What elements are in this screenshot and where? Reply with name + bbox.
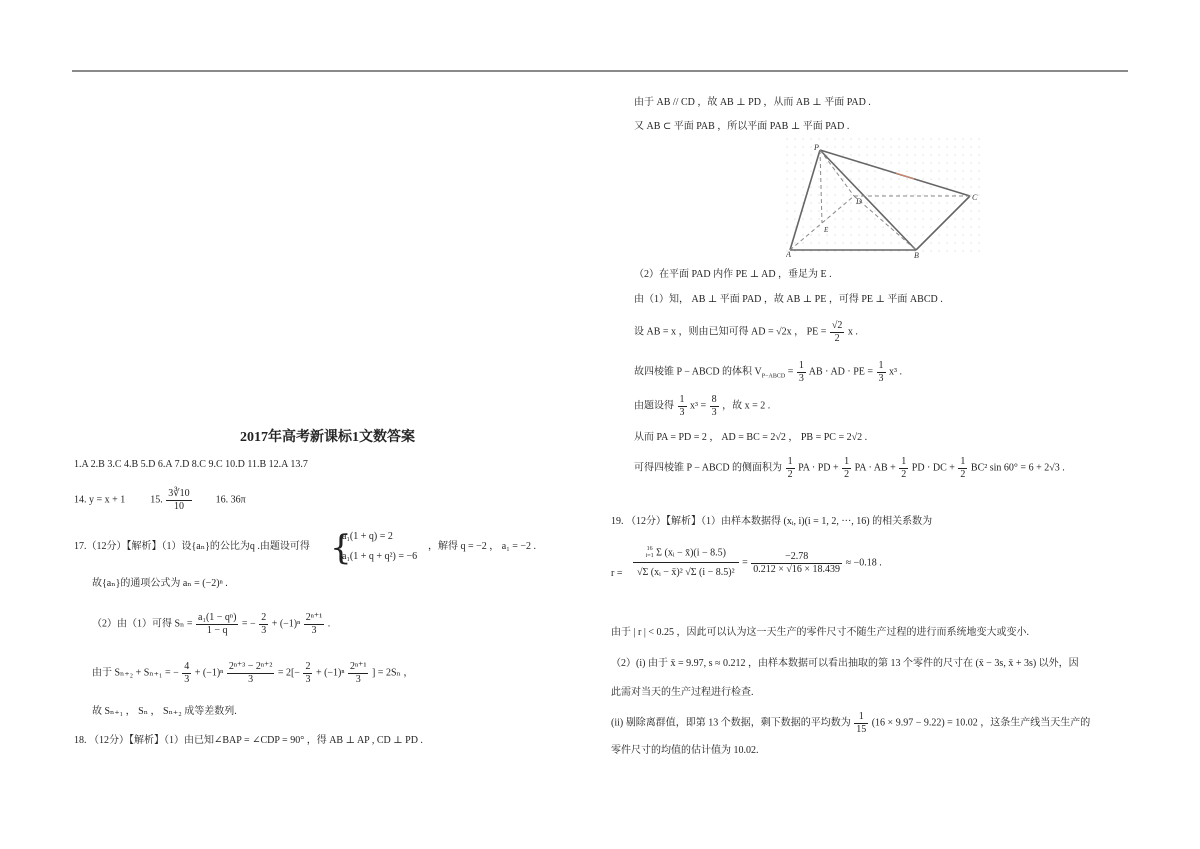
frac-denominator: 3: [261, 624, 267, 636]
sum-upper: 16: [646, 546, 653, 552]
q18-lateral-term3: PD · DC +: [911, 462, 955, 474]
q19-line5: [611, 711, 1090, 735]
vertex-label-b: B: [914, 251, 919, 258]
frac-numerator: a₁(1 − qⁿ): [198, 612, 237, 623]
pyramid-figure: [786, 138, 984, 258]
q14-answer: [74, 488, 246, 512]
q19-correlation-fraction: 16 i=1 Σ (xᵢ − x̄)(i − 8.5) √Σ (xᵢ − x̄)² √Σ (i − 8.5)² = $\frac{-2.78}{0.212 \times √16 \times 18.439}$ ≈ −0.18 .: [632, 544, 882, 583]
q18-part2-line3: [634, 320, 858, 344]
frac-numerator: 4: [184, 661, 190, 672]
q14-text: 14. y = x + 1: [74, 494, 126, 506]
frac-denominator: 3: [184, 673, 190, 685]
frac-denominator: 2: [787, 468, 793, 480]
q19-line3: （2）(i) 由于 x̄ = 9.97, s ≈ 0.212 ，由样本数据可以看出抽取的第 13 个零件的尺寸在 (x̄ − 3s, x̄ + 3s) 以外，因: [611, 658, 1079, 669]
frac-numerator: 1: [854, 711, 868, 724]
frac-denominator: 3: [305, 673, 311, 685]
frac-denominator: 3: [248, 673, 254, 685]
system-brace: {: [330, 528, 352, 568]
q17-sum-frac1: [182, 661, 191, 685]
q18-solve-mid: x³ =: [690, 400, 707, 412]
q17-solution: ，解得 q = −2 ， a₁ = −2 .: [428, 541, 536, 552]
frac-denominator: 2: [901, 468, 907, 480]
q18-volume-prefix: 故四棱锥 P − ABCD 的体积 V: [634, 366, 762, 378]
q19-main-frac: [633, 544, 739, 583]
q17-system-eq2: a₁(1 + q + q²) = −6: [342, 551, 418, 562]
q18-volume-line: [634, 360, 902, 384]
frac-numerator: 2: [261, 612, 267, 623]
frac-numerator: 1: [901, 456, 907, 467]
q17-system-eq1: a₁(1 + q) = 2: [342, 531, 393, 542]
q18-lengths-line: 从而 PA = PD = 2 ， AD = BC = 2√2 ， PB = PC = 2√2 .: [634, 432, 868, 443]
q18-solve-prefix: 由题设得: [634, 400, 674, 412]
q19-main-numerator: [633, 544, 739, 563]
frac-numerator: 2ⁿ⁺¹: [350, 661, 367, 672]
q17-sum-frac2: [227, 661, 275, 685]
q19-heading: 19. （12分）【解析】（1）由样本数据得 (xᵢ, i)(i = 1, 2, ···, 16) 的相关系数为: [611, 516, 933, 527]
q19-main-denominator: √Σ (xᵢ − x̄)² √Σ (i − 8.5)²: [637, 567, 735, 578]
frac-denominator: 3: [711, 406, 717, 418]
vertex-label-a: A: [786, 250, 791, 258]
q18-solve-end: ，故 x = 2 .: [722, 400, 771, 412]
frac-numerator: 1: [878, 360, 884, 371]
q19-correlation-label: r =: [611, 568, 623, 579]
q19-line5-end: (16 × 9.97 − 9.22) = 10.02 ，这条生产线当天生产的: [871, 717, 1091, 729]
frac-numerator: 1: [679, 394, 685, 405]
frac-numerator: 2ⁿ⁺¹: [305, 612, 323, 623]
frac-denominator: 2: [844, 468, 850, 480]
q17-sum-mid3: + (−1)ⁿ: [315, 667, 345, 679]
sum-limits: [646, 546, 654, 560]
frac-denominator: 1 − q: [206, 624, 228, 636]
figure-grid-background: [786, 138, 984, 258]
frac-numerator: 1: [844, 456, 850, 467]
q18-solve-frac2: [710, 394, 719, 418]
q17-part2-mid2: + (−1)ⁿ: [271, 618, 301, 630]
frac-numerator: 2ⁿ⁺³ − 2ⁿ⁺²: [228, 661, 273, 672]
q17-conclusion: 故 Sₙ₊₁ ， Sₙ ， Sₙ₊₂ 成等差数列.: [92, 706, 237, 717]
q18-line3-end: x .: [847, 326, 858, 338]
q19-correlation-result: ≈ −0.18 .: [845, 557, 882, 569]
q18-volume-eq: =: [787, 366, 794, 378]
vertex-label-d: D: [856, 197, 862, 206]
answer-key-line: 1.A 2.B 3.C 4.B 5.D 6.A 7.D 8.C 9.C 10.D 11.B 12.A 13.7: [74, 459, 308, 470]
q19-line2: 由于 | r | < 0.25 ，因此可以认为这一天生产的零件尺寸不随生产过程的进行而系统地变大或变小.: [611, 627, 1029, 638]
vertex-label-e: E: [824, 226, 829, 234]
frac-denominator: 3: [798, 372, 804, 384]
q19-value-frac: [751, 551, 842, 575]
q18-line3-frac: [830, 320, 845, 344]
q19-line6: 零件尺寸的均值的估计值为 10.02.: [611, 745, 759, 756]
q18-lateral-prefix: 可得四棱锥 P − ABCD 的侧面积为: [634, 462, 783, 474]
frac-denominator: 3: [355, 673, 361, 685]
q18-lateral-term2: PA · AB +: [854, 462, 896, 474]
q19-line5-prefix: (ii) 剔除离群值，即第 13 个数据，剩下数据的平均数为: [611, 717, 851, 729]
q15-denominator: 10: [173, 500, 184, 512]
vertex-label-c: C: [972, 193, 978, 202]
q18-lateral-area-line: [634, 456, 1065, 480]
q17-part2-prefix: （2）由（1）可得 Sₙ =: [92, 618, 193, 630]
q18-lateral-frac2: [842, 456, 851, 480]
q17-sum-prefix: 由于 Sₙ₊₂ + Sₙ₊₁ = −: [92, 667, 179, 679]
q16-answer: 16. 36π: [215, 494, 246, 506]
header-rule: [72, 70, 1128, 72]
q18-part2-line1: （2）在平面 PAD 内作 PE ⊥ AD ，垂足为 E .: [634, 269, 832, 280]
frac-denominator: 3: [311, 624, 317, 636]
q17-part2-frac1: [196, 612, 238, 636]
frac-numerator: √2: [831, 320, 843, 331]
q15-fraction: [166, 488, 191, 512]
frac-denominator: 3: [878, 372, 884, 384]
q17-general-term: 故{aₙ}的通项公式为 aₙ = (−2)ⁿ .: [92, 578, 228, 589]
q18-volume-frac1: [797, 360, 806, 384]
q18-volume-end: x³ .: [889, 366, 903, 378]
frac-denominator: 2: [960, 468, 966, 480]
vertex-label-p: P: [814, 143, 819, 152]
frac-numerator: 1: [787, 456, 793, 467]
q17-heading: 17.（12分）【解析】（1）设{aₙ}的公比为q .由题设可得: [74, 541, 310, 552]
q18-part2-line2: 由（1）知， AB ⊥ 平面 PAD ，故 AB ⊥ PE ，可得 PE ⊥ 平面 ABCD .: [634, 294, 943, 305]
q18-lateral-term4: BC² sin 60° = 6 + 2√3 .: [970, 462, 1065, 474]
q17-sum-mid: + (−1)ⁿ: [194, 667, 224, 679]
q17-sum-end: ] = 2Sₙ ，: [371, 667, 414, 679]
frac-denominator: 2: [834, 332, 840, 344]
q17-sum-identity: [92, 661, 413, 685]
q17-sum-mid2: = 2[−: [277, 667, 300, 679]
q19-line4: 此需对当天的生产过程进行检查.: [611, 687, 754, 698]
q17-part2-frac2: [259, 612, 268, 636]
frac-numerator: 8: [711, 394, 717, 405]
q18-solve-line: [634, 394, 770, 418]
sum-lower: i=1: [645, 553, 654, 559]
page-title: 2017年高考新课标1文数答案: [240, 430, 415, 445]
q18-lateral-frac1: [786, 456, 795, 480]
frac-denominator: 15: [856, 723, 867, 735]
q18-line-plane: 又 AB ⊂ 平面 PAB ，所以平面 PAB ⊥ 平面 PAD .: [634, 121, 850, 132]
q15-label: 15.: [150, 494, 163, 506]
q18-volume-subscript: P−ABCD: [761, 373, 786, 380]
q18-line3-prefix: 设 AB = x ，则由已知可得 AD = √2x ， PE =: [634, 326, 827, 338]
frac-numerator: 1: [798, 360, 804, 371]
q18-heading: 18. （12分）【解析】（1）由已知∠BAP = ∠CDP = 90° ，得 AB ⊥ AP , CD ⊥ PD .: [74, 735, 423, 746]
q18-volume-frac2: [877, 360, 886, 384]
frac-denominator: 0.212 × √16 × 18.439: [753, 563, 841, 575]
q17-sum-frac4: [348, 661, 368, 685]
q17-part2-frac3: [304, 612, 324, 636]
frac-numerator: 1: [960, 456, 966, 467]
q17-sum-frac3: [303, 661, 312, 685]
q17-part2-mid: = −: [241, 618, 256, 630]
q17-part2-sum: [92, 612, 330, 636]
q19-line5-frac: [854, 711, 868, 735]
q15-numerator: 3∛10: [168, 488, 190, 499]
q18-line-parallel: 由于 AB // CD ，故 AB ⊥ PD ，从而 AB ⊥ 平面 PAD .: [634, 97, 871, 108]
q18-lateral-frac4: [958, 456, 967, 480]
frac-numerator: 2: [305, 661, 311, 672]
q18-volume-mid: AB · AD · PE =: [808, 366, 874, 378]
q17-part2-end: .: [327, 618, 331, 630]
frac-denominator: 3: [679, 406, 685, 418]
q18-lateral-term1: PA · PD +: [798, 462, 839, 474]
q19-numerator-expr: Σ (xᵢ − x̄)(i − 8.5): [656, 547, 727, 559]
q18-lateral-frac3: [899, 456, 908, 480]
frac-numerator: −2.78: [751, 551, 842, 564]
q18-solve-frac1: [678, 394, 687, 418]
